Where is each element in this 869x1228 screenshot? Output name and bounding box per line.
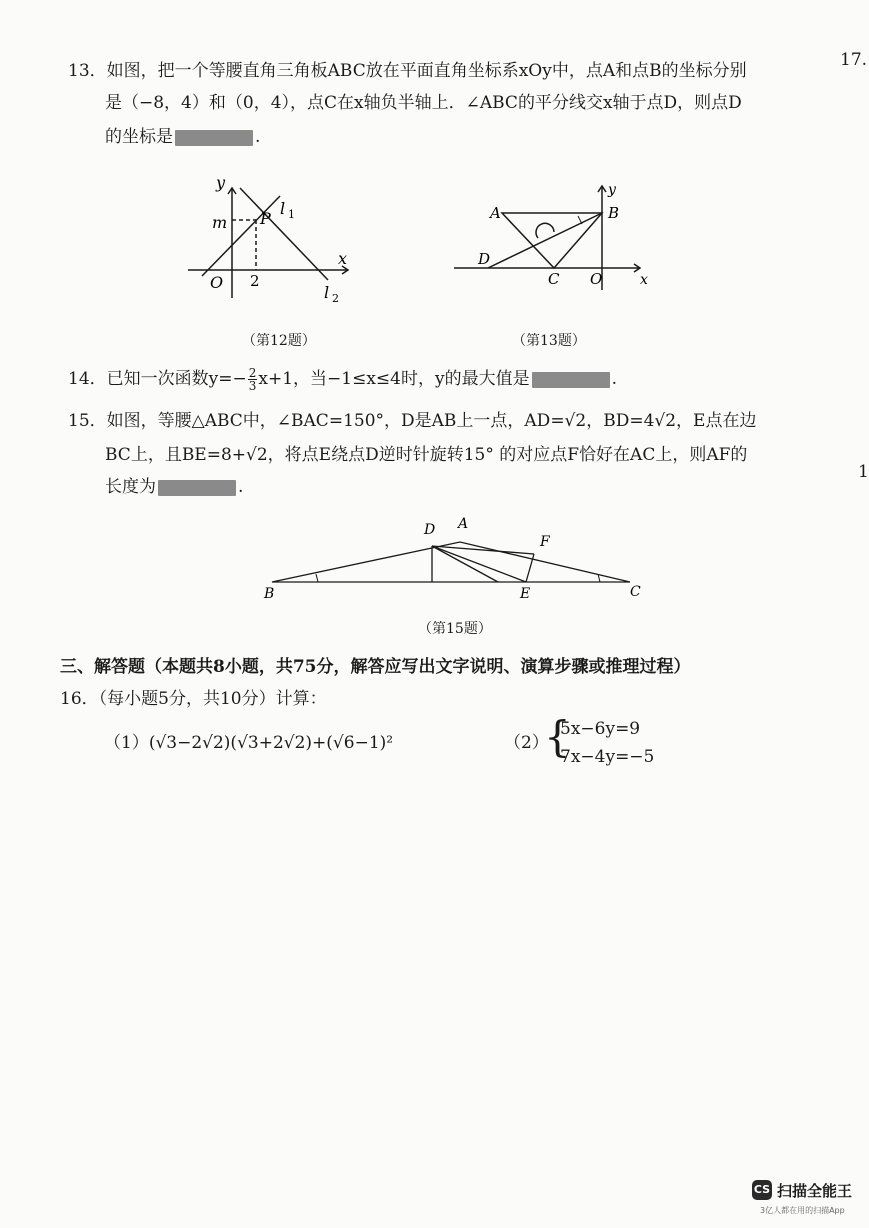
q15-line-2: BC上，且BE=8+√2，将点E绕点D逆时针旋转15° 的对应点F恰好在AC上，则AF的 [105, 445, 748, 465]
question-14: 14．已知一次函数y=− $\frac{2}{3}$ x+1，当−1≤x≤4时，y的最大值是 . [68, 366, 617, 393]
label-D: D [478, 250, 491, 268]
label-m: m [212, 213, 228, 232]
watermark-name: 扫描全能王 [777, 1182, 853, 1200]
margin-mark: 1 [858, 462, 869, 482]
camscanner-logo-icon: CS [752, 1180, 772, 1200]
label-x: x [338, 249, 348, 268]
label-x: x [640, 272, 648, 288]
label-l1: l [280, 199, 286, 218]
figure-12 [180, 168, 370, 308]
label-D: D [424, 522, 436, 538]
label-E: E [520, 586, 531, 602]
q15-line-3-text: 长度为 [105, 477, 156, 497]
bisector-BD [488, 213, 602, 268]
q13-line-2: 是（−8，4）和（0，4），点C在x轴负半轴上．∠ABC的平分线交x轴于点D，则点D [105, 93, 742, 113]
label-B: B [264, 586, 275, 602]
q13-line-3: 的坐标是 . [105, 127, 261, 147]
figure-15 [258, 510, 648, 608]
tick-B [316, 574, 318, 582]
label-P: P [260, 209, 271, 228]
segment-DE [432, 546, 526, 582]
q13-line-1: 13．如图，把一个等腰直角三角板ABC放在平面直角坐标系xOy中，点A和点B的坐标分别 [68, 61, 747, 81]
label-C: C [630, 584, 641, 600]
q14-frac-num: 2 [248, 366, 257, 380]
caption-fig12: （第12题） [242, 333, 316, 349]
label-y: y [216, 173, 226, 192]
q16-equation-1: 5x−6y=9 [560, 719, 641, 739]
label-l1-sub: 1 [288, 208, 295, 221]
label-O: O [210, 273, 224, 292]
q16-part-1: （1）(√3−2√2)(√3+2√2)+(√6−1)² [104, 733, 394, 753]
q14-suffix: x+1，当−1≤x≤4时，y的最大值是 [258, 369, 530, 389]
label-O: O [590, 270, 603, 288]
q14-frac-den: 3 [248, 379, 257, 393]
answer-blank [175, 130, 253, 146]
label-y: y [608, 182, 616, 198]
q16-equation-2: 7x−4y=−5 [560, 747, 655, 767]
q15-line-1: 15．如图，等腰△ABC中，∠BAC=150°，D是AB上一点，AD=√2，BD=4√2，E点在边 [68, 411, 757, 431]
label-C: C [548, 270, 560, 288]
system-brace: { [544, 712, 571, 761]
question-16: 16．（每小题5分，共10分）计算： [60, 689, 327, 709]
watermark-tagline: 3亿人都在用的扫描App [760, 1206, 845, 1215]
label-F: F [540, 534, 550, 550]
label-l2-sub: 2 [332, 292, 339, 305]
q15-line-3: 长度为 . [105, 477, 244, 497]
q13-line-3-text: 的坐标是 [105, 127, 173, 147]
caption-fig15: （第15题） [418, 621, 492, 637]
q14-prefix: 14．已知一次函数y=− [68, 369, 247, 389]
section-3-heading: 三、解答题（本题共8小题，共75分，解答应写出文字说明、演算步骤或推理过程） [60, 657, 691, 677]
caption-fig13: （第13题） [512, 333, 586, 349]
segment-aux [432, 546, 498, 582]
line-l1 [202, 196, 280, 276]
figure-13 [450, 180, 660, 300]
label-B: B [608, 204, 620, 222]
label-A: A [458, 516, 469, 532]
answer-blank [532, 372, 610, 388]
triangle-ABC [502, 213, 602, 268]
answer-blank [158, 480, 236, 496]
label-A: A [490, 204, 501, 222]
q16-part-2-label: （2） [504, 733, 549, 753]
label-2: 2 [250, 272, 260, 290]
angle-arc [536, 223, 554, 238]
q14-fraction [248, 367, 258, 392]
label-l2: l [324, 283, 330, 302]
margin-question-number: 17. [840, 50, 868, 70]
